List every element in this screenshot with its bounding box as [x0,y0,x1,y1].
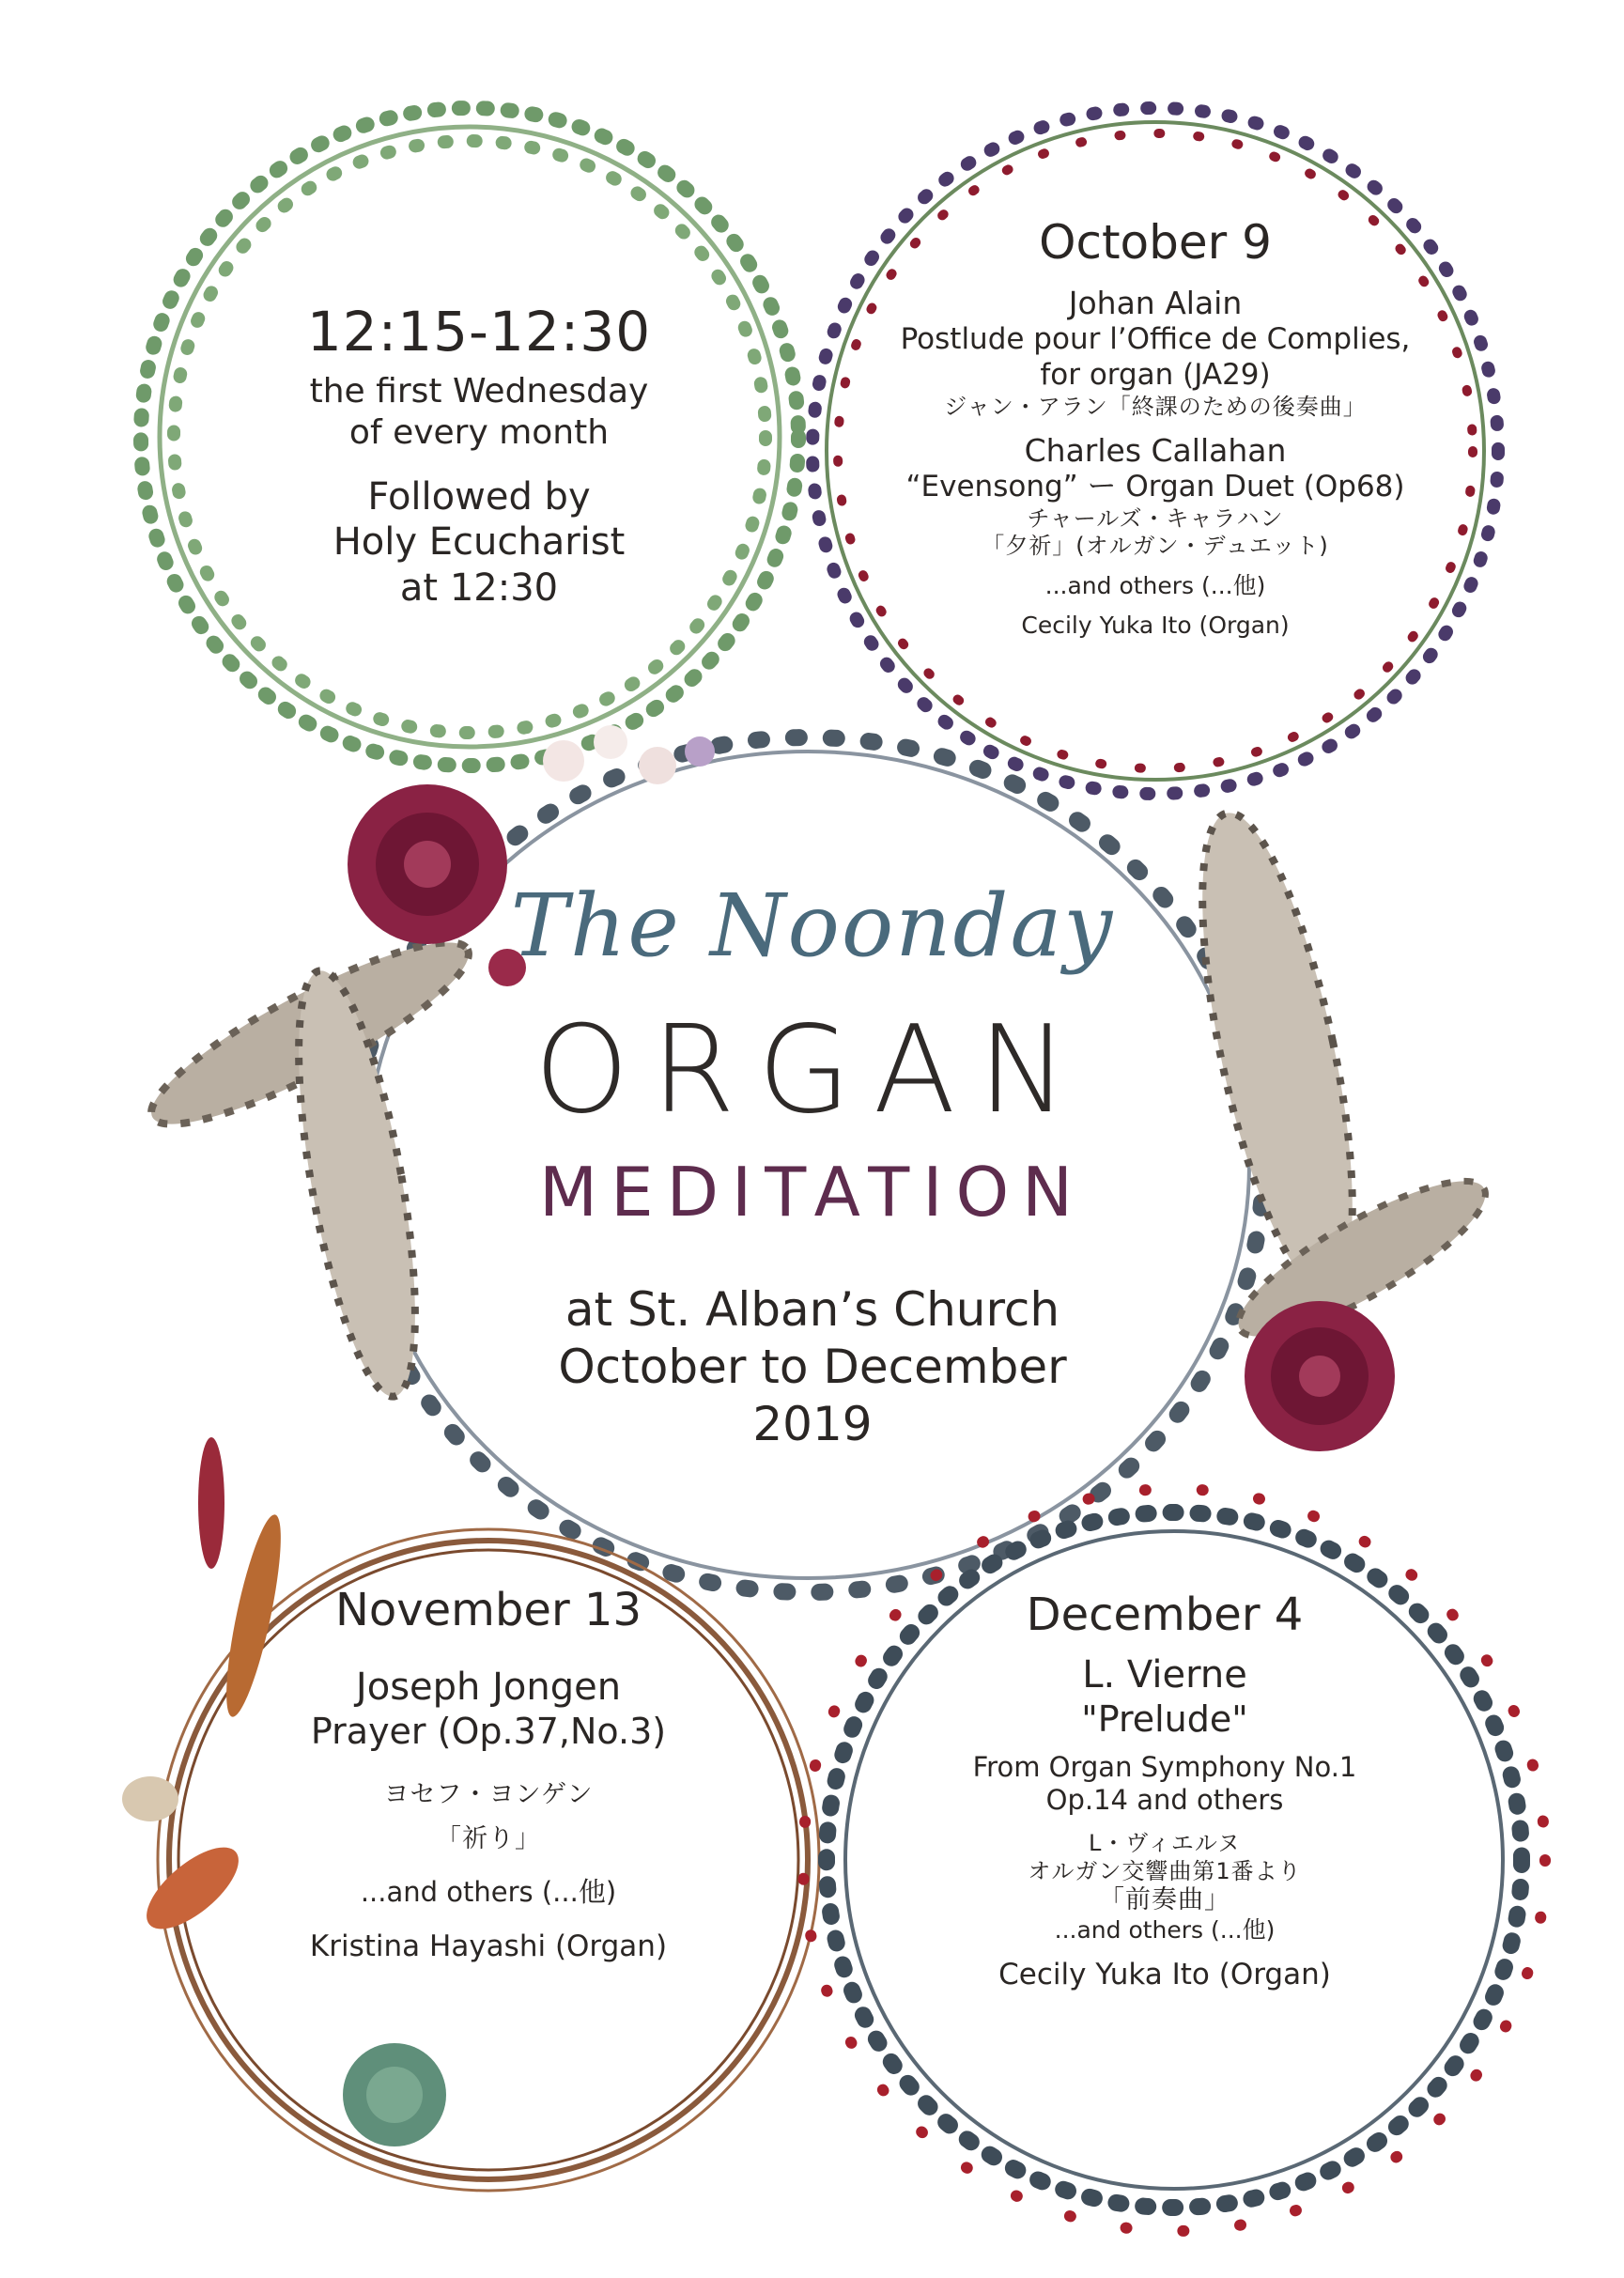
feather-left [134,915,487,1404]
november-jp-2: 「祈り」 [436,1823,541,1853]
december-jp-2: オルガン交響曲第1番より [1028,1857,1302,1884]
december-from-2: Op.14 and others [1045,1784,1284,1817]
october-work-1a: Postlude pour l’Office de Complies, [900,322,1411,357]
december-organist: Cecily Yuka Ito (Organ) [998,1958,1331,1992]
event-year: 2019 [752,1397,873,1452]
october-work-2: “Evensong” ー Organ Duet (Op68) [905,470,1405,504]
november-composer: Joseph Jongen [355,1665,622,1709]
title-organ: ORGAN [534,1000,1091,1141]
october-work-1b: for organ (JA29) [1040,358,1271,393]
rose-bottom-right [1245,1301,1395,1451]
november-program [263,1583,714,1965]
schedule-info [282,299,676,612]
december-from-1: From Organ Symphony No.1 [972,1750,1357,1783]
october-date: October 9 [1039,215,1272,270]
december-work: "Prelude" [1081,1698,1248,1741]
october-organist: Cecily Yuka Ito (Organ) [1021,612,1290,640]
october-composer-1: Johan Alain [1068,285,1243,321]
schedule-line-1: the first Wednesday [309,371,649,411]
feather-right [1171,801,1503,1361]
title-the-noonday: The Noonday [510,876,1115,976]
event-title [451,874,1174,1453]
venue-line: at St. Alban’s Church [565,1282,1060,1338]
december-others: ...and others (...他) [1054,1915,1276,1944]
december-date: December 4 [1026,1588,1304,1641]
december-composer: L. Vierne [1082,1652,1247,1697]
november-organist: Kristina Hayashi (Organ) [309,1929,668,1963]
november-jp-1: ヨセフ・ヨンゲン [383,1779,594,1809]
november-work: Prayer (Op.37,No.3) [310,1711,667,1753]
october-jp-1: ジャン・アラン「終課のための後奏曲」 [944,393,1367,420]
november-date: November 13 [334,1584,642,1636]
title-meditation: MEDITATION [538,1153,1087,1232]
october-others: ...and others (...他) [1044,571,1266,599]
october-jp-2b: 「夕祈」(オルガン・デュエット) [982,533,1329,560]
follow-line-3: at 12:30 [399,566,559,611]
date-range: October to December [558,1340,1067,1395]
follow-line-1: Followed by [367,474,591,519]
schedule-time: 12:15-12:30 [306,300,652,364]
schedule-line-2: of every month [348,412,610,452]
november-others: ...and others (...他) [360,1875,617,1908]
december-jp-3: 「前奏曲」 [1099,1884,1230,1914]
october-program [883,214,1428,641]
december-jp-1: L・ヴィエルヌ [1089,1830,1241,1857]
october-composer-2: Charles Callahan [1024,432,1287,470]
october-jp-2a: チャールズ・キャラハン [1027,505,1284,533]
follow-line-2: Holy Ecucharist [333,520,626,565]
white-blossoms [543,725,715,784]
december-program [949,1588,1381,1993]
